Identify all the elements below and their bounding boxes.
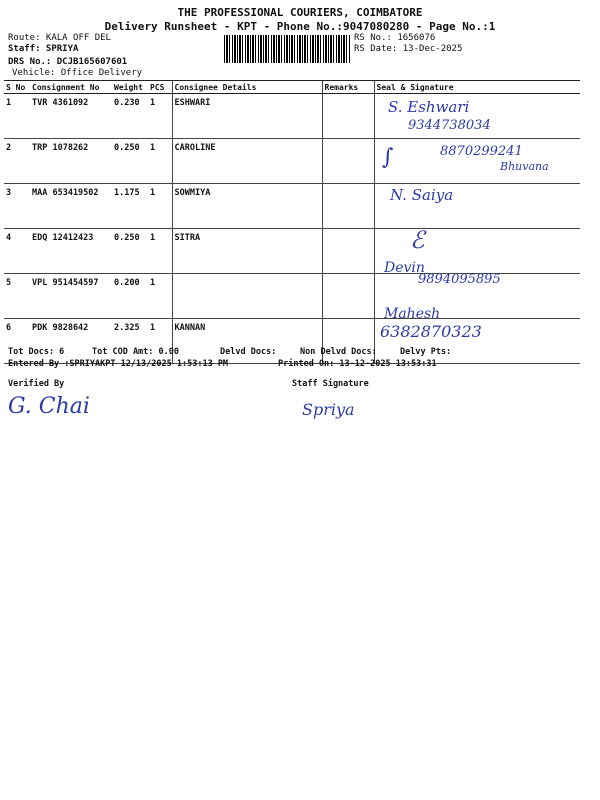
cell-sno: 4: [4, 229, 30, 274]
table-row: [4, 229, 580, 274]
entered-by: Entered By :SPRIYAKPT 12/13/2025 1:53:13 PM: [8, 359, 229, 369]
col-pcs: PCS: [148, 81, 172, 94]
cell-remarks: [322, 229, 374, 274]
signature-5-name: Devin: [384, 260, 425, 276]
signature-1-name: S. Eshwari: [388, 98, 470, 116]
cell-weight: 0.250: [112, 139, 148, 184]
col-consignment: Consignment No: [30, 81, 112, 94]
cell-consignment: PDK 9828642: [30, 319, 112, 364]
cell-pcs: 1: [148, 274, 172, 319]
col-sno: S No: [4, 81, 30, 94]
cell-consignee: ESHWARI: [172, 94, 322, 139]
cell-sno: 1: [4, 94, 30, 139]
cell-weight: 0.230: [112, 94, 148, 139]
cell-consignee: KANNAN: [172, 319, 322, 364]
cell-consignment: EDQ 12412423: [30, 229, 112, 274]
cell-sno: 6: [4, 319, 30, 364]
runsheet-table: [4, 80, 580, 364]
route: Route: KALA OFF DEL: [8, 33, 111, 43]
table-header: [4, 81, 580, 94]
rs-date: RS Date: 13-Dec-2025: [354, 44, 463, 54]
cell-consignee: CAROLINE: [172, 139, 322, 184]
cell-consignee: SOWMIYA: [172, 184, 322, 229]
col-weight: Weight: [112, 81, 148, 94]
cell-pcs: 1: [148, 319, 172, 364]
cell-sno: 5: [4, 274, 30, 319]
cell-consignee: [172, 274, 322, 319]
cell-consignment: VPL 951454597: [30, 274, 112, 319]
cell-consignment: TVR 4361092: [30, 94, 112, 139]
table-row: [4, 319, 580, 364]
cell-pcs: 1: [148, 229, 172, 274]
signature-2-name: Bhuvana: [500, 160, 549, 173]
signature-1-phone: 9344738034: [408, 118, 491, 133]
col-consignee: Consignee Details: [172, 81, 322, 94]
cell-pcs: 1: [148, 94, 172, 139]
col-signature: Seal & Signature: [374, 81, 580, 94]
total-docs: Tot Docs: 6: [8, 347, 65, 357]
delivered-docs: Delvd Docs:: [220, 347, 277, 357]
cell-consignment: TRP 1078262: [30, 139, 112, 184]
staff-signature: Spriya: [302, 400, 355, 419]
total-cod: Tot COD Amt: 0.00: [92, 347, 179, 357]
cell-remarks: [322, 139, 374, 184]
cell-weight: 1.175: [112, 184, 148, 229]
cell-remarks: [322, 184, 374, 229]
signature-5-phone: 9894095895: [418, 272, 501, 287]
signature-4-scribble: ℰ: [410, 226, 425, 254]
delivery-points: Delvy Pts:: [400, 347, 452, 357]
cell-weight: 0.250: [112, 229, 148, 274]
cell-sno: 3: [4, 184, 30, 229]
verified-signature: G. Chai: [8, 394, 90, 419]
signature-6-name: Mahesh: [384, 306, 441, 322]
col-remarks: Remarks: [322, 81, 374, 94]
cell-remarks: [322, 94, 374, 139]
cell-sno: 2: [4, 139, 30, 184]
cell-remarks: [322, 274, 374, 319]
signature-6-phone: 6382870323: [380, 322, 482, 341]
signature-3-name: N. Saiya: [390, 186, 454, 204]
barcode: [224, 35, 350, 63]
table-row: [4, 94, 580, 139]
cell-pcs: 1: [148, 139, 172, 184]
cell-weight: 0.200: [112, 274, 148, 319]
signature-2-scribble: ∫: [382, 145, 394, 170]
staff: Staff: SPRIYA: [8, 44, 79, 54]
table-row: [4, 184, 580, 229]
non-delivered-docs: Non Delvd Docs:: [300, 347, 377, 357]
company-title: THE PROFESSIONAL COURIERS, COIMBATORE: [177, 6, 423, 19]
vehicle: Vehicle: Office Delivery: [12, 68, 143, 78]
verified-by-label: Verified By: [8, 379, 65, 389]
cell-consignee: SITRA: [172, 229, 322, 274]
signature-2-phone: 8870299241: [440, 144, 523, 159]
cell-pcs: 1: [148, 184, 172, 229]
cell-weight: 2.325: [112, 319, 148, 364]
drs-number: DRS No.: DCJB165607601: [8, 57, 128, 67]
staff-signature-label: Staff Signature: [292, 379, 369, 389]
cell-consignment: MAA 653419502: [30, 184, 112, 229]
runsheet-title: Delivery Runsheet - KPT - Phone No.:9047080280 - Page No.:1: [104, 20, 496, 33]
printed-on: Printed On: 13-12-2025 13:53:31: [278, 359, 437, 369]
rs-number: RS No.: 1656076: [354, 33, 436, 43]
